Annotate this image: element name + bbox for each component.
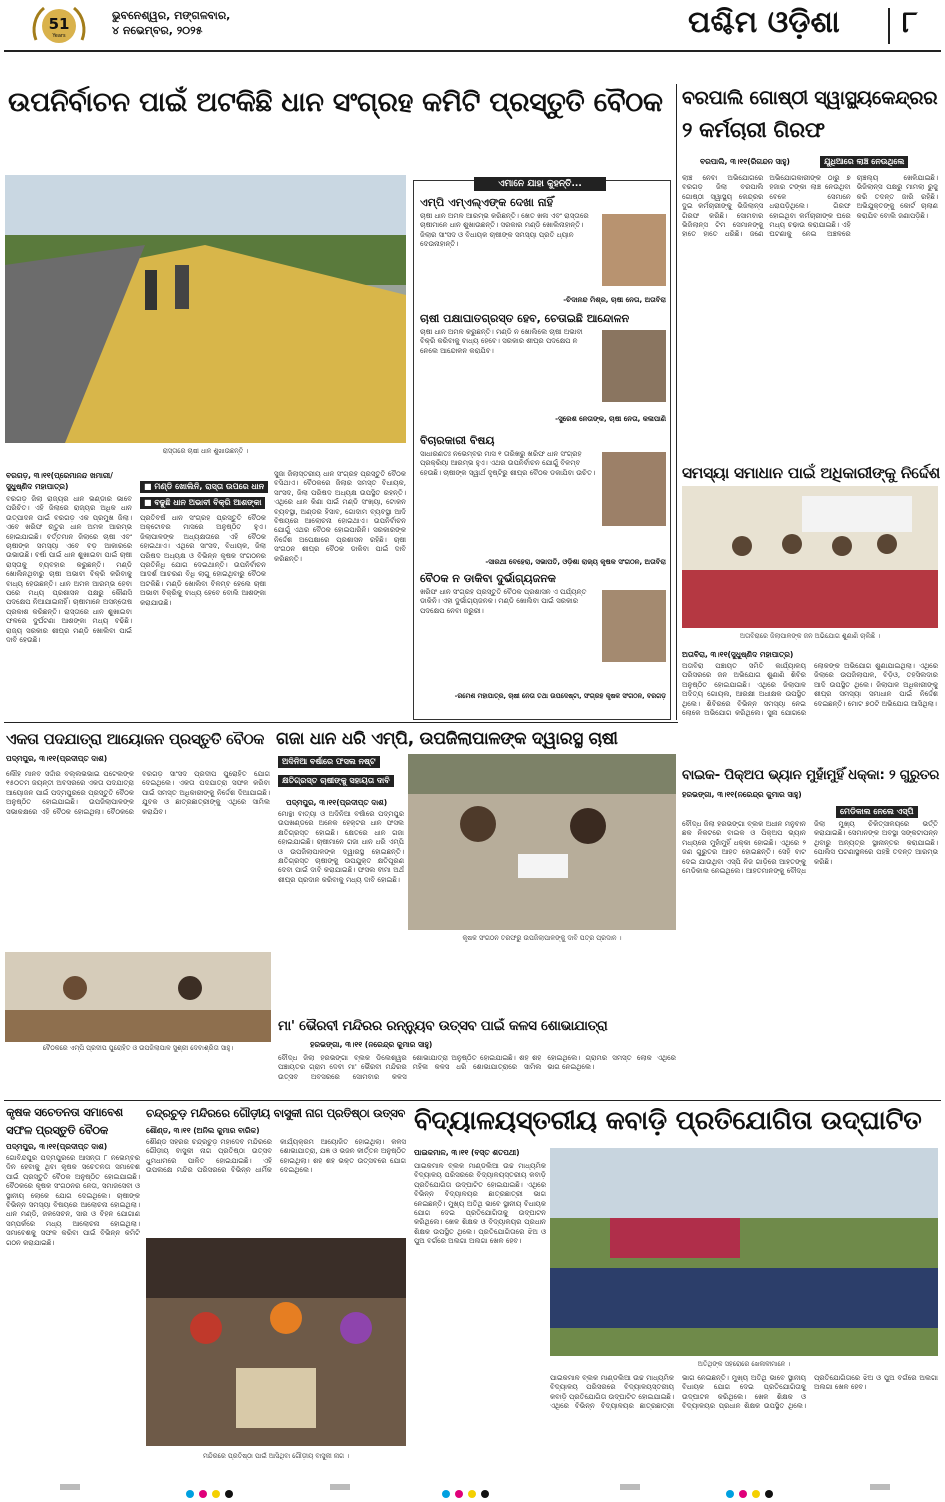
story6-kicker-2: କ୍ଷତିଗ୍ରସ୍ତ ଚାଷୀଙ୍କୁ ସହାୟତା ଦାବି [278,775,394,787]
voice-4-heading: ବୈଠକ ନ ଡାକିବା ଦୁର୍ଭାଗ୍ୟଜନକ [420,572,556,585]
story9-headline: ଚନ୍ଦ୍ରଚୁଡ଼ ମନ୍ଦିରରେ ଗୌଡ଼ୀୟ ବାସୁକୀ ନାଗ ପ୍ରତିଷ୍ଠା ଉତ୍ସବ [146,1106,406,1120]
voice-4-name: -ରମେଶ ମହାପାତ୍ର, ଚାଷୀ ନେତା ତଥା ଉପଦେଷ୍ଟା, ସଂଗ୍ରହ କୃଷକ ସଂଗଠନ, ବରଗଡ଼ [454,692,666,700]
voice-1-quote: ଚାଷୀ ଧାନ ଅମଳ ଆରମ୍ଭ କରିଛନ୍ତି। ଖେତ ଖଳା ଏବଂ ରାସ୍ତାରେ ଚାଷୀମାନେ ଧାନ ଶୁଖାଉଛନ୍ତି। ସରକାର ମଣ୍ଡି ଖୋଲିନାହାନ୍ତି। ଜିଲାର ସାଂସଦ ଓ ବିଧାୟକ ଚାଷୀଙ୍କ ସମସ୍ୟା ପ୍ରତି ଧ୍ୟାନ ଦେଉନାହାନ୍ତି। [420,212,589,249]
story8-headline-2: ସଫଳ ପ୍ରସ୍ତୁତି ବୈଠକ [6,1123,108,1137]
mid-rule [4,722,678,723]
voice-2-portrait [602,330,666,402]
voice-3-portrait [602,452,666,526]
story2-kicker: ଯୁଧିଆରେ ଲାଞ୍ଚ ନେଉଥିଲେ [820,156,908,168]
story1-kicker-1: ■ ମଣ୍ଡି ଖୋଲିନି, ରାସ୍ତା ଉପରେ ଧାନ [140,481,268,493]
story10-body-continued [550,1374,938,1472]
masthead-rule [4,50,941,52]
story4-headline: ବାଇକ- ପିକ୍‌ଅପ ଭ୍ୟାନ ମୁହାଁମୁହିଁ ଧକ୍କା: ୨ ଗୁରୁତର [682,767,940,783]
story1-headline: ଉପନିର୍ବାଚନ ପାଇଁ ଅଟକିଛି ଧାନ ସଂଗ୍ରହ କମିଟି ପ୍ରସ୍ତୁତି ବୈଠକ [8,87,663,118]
reg-mark-right [620,1484,640,1490]
story8-body: ଗୋବିନ୍ଦପୁର ପଦ୍ମପୁରରେ ଆସନ୍ତା ୮ ନଭେମ୍ବର ଦିନ ହେବାକୁ ଥିବା କୃଷକ ସଚେତନତା ସମାବେଶ ପାଇଁ ପ୍ରସ୍ତୁତି ବୈଠକ ଅନୁଷ୍ଠିତ ହୋଇଯାଇଛି। ବୈଠକରେ କୃଷକ ସଂଗଠନର ନେତା, ସମାଜସେବୀ ଓ ସ୍ଥାନୀୟ ଲୋକେ ଯୋଗ ଦେଇଥିଲେ। ଚାଷୀଙ୍କ ବିଭିନ୍ନ ସମସ୍ୟା ବିଷୟରେ ଆଲୋଚନା ହୋଇଥିଲା। ଧାନ ମଣ୍ଡି, ଜଳସେଚନ, ସାର ଓ ବିହନ ଯୋଗାଣ ସମ୍ପର୍କରେ ମଧ୍ୟ ଆଲୋଚନା ହୋଇଥିଲା। ସମାବେଶକୁ ସଫଳ କରିବା ପାଇଁ ବିଭିନ୍ନ କମିଟି ଗଠନ କରାଯାଇଛି। [6,1154,140,1247]
story5-byline: ପଦ୍ମପୁର, ୩।୧୧(ପ୍ରଦୀପ୍ତ ଦାଶ) [6,754,108,763]
story9-photo-caption: ମନ୍ଦିରରେ ପ୍ରତିଷ୍ଠା ପାଇଁ ଆସିଥିବା ଗୌଡ଼ୀୟ ବାସୁକୀ ନାଗ । [202,1452,350,1460]
story10-byline: ପାଇକମାଳ, ୩।୧୧ (ବସ୍ତ ଶତପଥୀ) [414,1148,520,1157]
story5-photo-caption: ବୈଠକରେ ଏମ୍ପି ପ୍ରଦୀପ ପୁରୋହିତ ଓ ଉପଜିଲାପାଳ ସୁଶ୍ରୀ ଦେବାଶ୍ରିତା ସାହୁ। [42,1044,234,1052]
story2-headline-2: ୨ କର୍ମଚାରୀ ଗିରଫ [682,118,825,142]
voices-banner: ଏମାନେ ଯାହା କୁହନ୍ତି... [474,177,606,191]
story1-body-2: ପ୍ରତିବର୍ଷ ଧାନ ସଂଗ୍ରହ ପ୍ରସ୍ତୁତି ବୈଠକ ଅକ୍ଟୋବର ମାସରେ ଅନୁଷ୍ଠିତ ହୁଏ। ଜିଲାପାଳଙ୍କ ଅଧ୍ୟକ୍ଷତାରେ ଏହି ବୈଠକ ହୋଇଥାଏ। ଏଥିରେ ସାଂସଦ, ବିଧାୟକ, ଜିଲା ପରିଷଦ ଅଧ୍ୟକ୍ଷ ଓ ବିଭିନ୍ନ କୃଷକ ସଂଗଠନର ପ୍ରତିନିଧି ଯୋଗ ଦେଇଥାନ୍ତି। ଉପନିର୍ବାଚନ ଆଦର୍ଶ ଆଚରଣ ବିଧି ଲାଗୁ ହୋଇଥିବାରୁ ବୈଠକ ଅଟକିଛି। ମଣ୍ଡି ଖୋଲିବା ବିଳମ୍ବ ହେଲେ ଚାଷୀ ଅଭାବୀ ବିକ୍ରିକୁ ବାଧ୍ୟ ହେବେ ବୋଲି ଆଶଙ୍କା କରାଯାଉଛି। [140,514,266,607]
anniversary-word: Years [52,33,66,39]
voice-2-name: -ସୁରେଶ ନେତାଙ୍କ, ଚାଷୀ ନେତା, କଳାପାଣି [555,415,666,423]
color-dots-3 [726,1483,773,1502]
story3-byline: ଅତାବିରା, ୩।୧୧(ସୁଧୁଷ୍ଣିଦ ମହାପାତ୍ର) [682,650,794,659]
voice-1-heading: ଏମ୍ପି ଏମ୍‌ଏଲ୍‌ଏଙ୍କ ଦେଖା ନାହିଁ [420,196,553,209]
story7-headline: ମା' ଭୈରବୀ ମନ୍ଦିରର ରନ୍ନ୍ୟୁବ ଉତ୍ସବ ପାଇଁ କଳସ ଶୋଭାଯାତ୍ରା [278,1018,608,1034]
story7-byline: ହରଭଙ୍ଗା, ୩।୧୧ (ନରେନ୍ଦ୍ର କୁମାର ସାହୁ) [310,1040,433,1049]
story4-byline: ହରଭଙ୍ଗା, ୩।୧୧(ନରେନ୍ଦ୍ର କୁମାର ସାହୁ) [682,790,802,799]
color-dots-1 [186,1483,233,1502]
reg-mark-far-right [870,1484,890,1490]
lower-rule [4,1100,941,1101]
voice-1-name: -ଚିଦାନନ୍ଦ ମିଶ୍ର, ଚାଷୀ ନେତା, ଅତାବିରା [563,296,666,304]
farmers-petition-image [408,754,676,930]
kabaddi-team-image [550,1148,938,1356]
story3-headline: ସମସ୍ୟା ସମାଧାନ ପାଇଁ ଅଧିକାରୀଙ୍କୁ ନିର୍ଦ୍ଦେଶ [682,464,940,482]
story2-headline-1: ବରପାଲି ଗୋଷ୍ଠୀ ସ୍ୱାସ୍ଥ୍ୟକେନ୍ଦ୍ରର [682,87,938,109]
temple-ceremony-image [146,1238,406,1446]
story5-body: ଲୌହ ମାନବ ସର୍ଦ୍ଦାର ବଲ୍ଲଭଭାଇ ପଟେଲଙ୍କ ୧୫୦ତମ ଜୟନ୍ତୀ ଅବସରରେ ଏକତା ପଦଯାତ୍ରା ଆୟୋଜନ ପାଇଁ ପଦ୍ମପୁରରେ ପ୍ରସ୍ତୁତି ବୈଠକ ଅନୁଷ୍ଠିତ ହୋଇଯାଇଛି। ଉପଜିଲାପାଳଙ୍କ ସଭାକକ୍ଷରେ ଏହି ବୈଠକ ହୋଇଥିଲା। ବୈଠକରେ ବରଗଡ଼ ସାଂସଦ ପ୍ରଦୀପ ପୁରୋହିତ ଯୋଗ ଦେଇଥିଲେ। ଏକତା ପଦଯାତ୍ରା ସଫଳ କରିବା ପାଇଁ ସମସ୍ତ ଅଧିକାରୀଙ୍କୁ ନିର୍ଦ୍ଦେଶ ଦିଆଯାଇଛି। ଯୁବକ ଓ ଛାତ୍ରଛାତ୍ରୀଙ୍କୁ ଏଥିରେ ସାମିଲ କରାଯିବ। [6,770,270,816]
story10-photo-caption: ଅତିଥିଙ୍କ ସହରୋରେ ଖେଳାଳୀମାନେ । [697,1360,791,1368]
story9-byline: ଶୌଣ୍ଡ, ୩।୧୧ (ଅନିଲ କୁମାର ବାରିକ) [146,1126,260,1135]
story3-body: ଅତାବିରା ପଞ୍ଚାୟତ ସମିତି କାର୍ଯ୍ୟାଳୟ ପରିସରରେ ଜନ ଅଭିଯୋଗ ଶୁଣାଣି ଶିବିର ଅନୁଷ୍ଠିତ ହୋଇଯାଇଛି। ଏଥିରେ ଜିଲାପାଳ ଅଦିତ୍ୟ ଗୋୟଲ, ଆରକ୍ଷୀ ଅଧୀକ୍ଷକ ଉପସ୍ଥିତ ଥିଲେ। ଶିବିରରେ ବିଭିନ୍ନ ସମସ୍ୟା ନେଇ ଲୋକେ ଅଭିଯୋଗ କରିଥିଲେ। ସୁନା ଯୋଗରେ ଲୋକଙ୍କ ଅଭିଯୋଗ ଶୁଣାଯାଇଥିଲା। ଏଥିରେ ଜିଲାରେ ଉପଜିଲାପାଳ, ବିଡ଼ିଓ, ତହସିଲଦାର ଆଦି ଉପସ୍ଥିତ ଥିଲେ। ଜିଲାପାଳ ଅଧିକାରୀଙ୍କୁ ଶୀଘ୍ର ସମସ୍ୟା ସମାଧାନ ପାଇଁ ନିର୍ଦ୍ଦେଶ ଦେଇଛନ୍ତି। ମୋଟ ୭୦ଟି ଅଭିଯୋଗ ଆସିଥିଲା। [682,662,938,718]
story9-body: ଶୌଣ୍ଡ ସହରର ଚନ୍ଦ୍ରଚୁଡ଼ ମହାଦେବ ମନ୍ଦିରରେ ଗୌଡ଼ୀୟ ବାସୁକୀ ନାଗ ପ୍ରତିଷ୍ଠା ଉତ୍ସବ ଧୁମଧାମରେ ପାଳିତ ହୋଇଯାଇଛି। ଏହି ଉପଲକ୍ଷେ ମନ୍ଦିର ପରିସରରେ ବିଭିନ୍ନ ଧାର୍ମିକ କାର୍ଯ୍ୟକ୍ରମ ଆୟୋଜିତ ହୋଇଥିଲା। କଳସ ଶୋଭାଯାତ୍ରା, ଯଜ୍ଞ ଓ ଭଜନ କୀର୍ତ୍ତନ ଅନୁଷ୍ଠିତ ହୋଇଥିଲା। ଶହ ଶହ ଭକ୍ତ ଉତ୍ସବରେ ଯୋଗ ଦେଇଥିଲେ। [146,1138,406,1175]
story6-kicker-1: ଅଦିନିଆ ବର୍ଷାରେ ଫସଲ ନଷ୍ଟ [278,756,380,768]
dateline-place: ଭୁବନେଶ୍ୱର, ମଙ୍ଗଳବାର, [112,9,231,22]
footer-registration-marks [0,1480,945,1494]
story1-body-3: ସୁଜା ଜିଲାସ୍ତରୀୟ ଧାନ ସଂଗ୍ରହ ପ୍ରସ୍ତୁତି ବୈଠକ ବସିଥାଏ। ବୈଠକରେ ଜିଲାର ସମସ୍ତ ବିଧାୟକ, ସାଂସଦ, ଜିଲା ପରିଷଦ ଅଧ୍ୟକ୍ଷ ଉପସ୍ଥିତ ରହନ୍ତି। ଏଥିରେ ଧାନ କିଣା ପାଇଁ ମଣ୍ଡି ସଂଖ୍ୟା, ଟୋକନ ବ୍ୟବସ୍ଥା, ଅଣ୍ଡର ହିସାବ, ଗୋଦାମ ବ୍ୟବସ୍ଥା ଆଦି ବିଷୟରେ ଆଲୋଚନା ହୋଇଥାଏ। ଉପନିର୍ବାଚନ ଯୋଗୁଁ ଏଥର ବୈଠକ ହୋଇପାରିନି। ସରକାରଙ୍କ ନିର୍ଦ୍ଦେଶ ଅପେକ୍ଷାରେ ପ୍ରଶାସନ ରହିଛି। ଚାଷୀ ସଂଗଠନ ଶୀଘ୍ର ବୈଠକ ଡାକିବା ପାଇଁ ଦାବି କରିଛନ୍ତି। [274,470,406,563]
right-column-divider [676,84,677,720]
story5-headline: ଏକତା ପଦଯାତ୍ରା ଆୟୋଜନ ପ୍ରସ୍ତୁତି ବୈଠକ [6,730,265,748]
voice-1-portrait [602,214,666,286]
rice-drying-road-image [5,175,406,443]
story1-photo-caption: ରାସ୍ତାରେ ଚାଷୀ ଧାନ ଶୁଖାଉଛନ୍ତି । [162,447,249,455]
story1-byline: ବରଗଡ଼, ୩।୧୧(ପ୍ରେମାନନ୍ଦ ଖମାରୀ/ ସୁଧୁଷ୍ଣିଦ ମହାପାତ୍ର) [6,471,113,491]
dateline-date: ୪ ନଭେମ୍ବର, ୨୦୨୫ [112,24,203,37]
voice-2-quote: ଚାଷୀ ଧାନ ଅମଳ କରୁଛନ୍ତି। ମଣ୍ଡି ନ ଖୋଲିଲେ ଚାଷୀ ଅଭାବୀ ବିକ୍ରି କରିବାକୁ ବାଧ୍ୟ ହେବେ। ସରକାର ଶୀଘ୍ର ପଦକ୍ଷେପ ନ ନେଲେ ଆନ୍ଦୋଳନ କରାଯିବ। [420,328,583,355]
voice-4-quote: ଖରିଫ ଧାନ ସଂଗ୍ରହ ପ୍ରସ୍ତୁତି ବୈଠକ ପ୍ରଶାସନ ଏ ପର୍ଯ୍ୟନ୍ତ ଡାକିନି। ଏହା ଦୁର୍ଭାଗ୍ୟଜନକ। ମଣ୍ଡି ଖୋଲିବା ପାଇଁ ସରକାର ପଦକ୍ଷେପ ନେବା ଜରୁରୀ। [420,588,587,615]
story10-body-continued-text: ପାଇକମାଳ ବ୍ଲକ ମାଣ୍ଡଲିଆ ଉଚ୍ଚ ମାଧ୍ୟମିକ ବିଦ୍ୟାଳୟ ପରିସରରେ ବିଦ୍ୟାଳୟସ୍ତରୀୟ କବାଡ଼ି ପ୍ରତିଯୋଗିତା ଉଦ୍‌ଘାଟିତ ହୋଇଯାଇଛି। ଏଥିରେ ବିଭିନ୍ନ ବିଦ୍ୟାଳୟର ଛାତ୍ରଛାତ୍ରୀ ଭାଗ ନେଇଛନ୍ତି। ମୁଖ୍ୟ ଅତିଥି ଭାବେ ସ୍ଥାନୀୟ ବିଧାୟକ ଯୋଗ ଦେଇ ପ୍ରତିଯୋଗିତାକୁ ଉଦ୍‌ଘାଟନ କରିଥିଲେ। ଖେଳ ଶିକ୍ଷକ ଓ ବିଦ୍ୟାଳୟର ପ୍ରଧାନ ଶିକ୍ଷକ ଉପସ୍ଥିତ ଥିଲେ। ପ୍ରତିଯୋଗିତାରେ ଝିଅ ଓ ପୁଅ ବର୍ଗରେ ଅଲଗା ଅଲଗା ଖେଳ ହେବ। [550,1374,938,1411]
anniversary-logo [30,4,88,48]
masthead-divider [888,8,890,44]
story1-photo [5,175,406,443]
reg-mark-mid [330,1484,350,1490]
story1-body-1: ବରଗଡ଼ ଜିଲା ରାଜ୍ୟର ଧାନ ଭଣ୍ଡାର ଭାବେ ପରିଚିତ। ଏହି ଜିଲାରେ ରାଜ୍ୟର ଅଧିକ ଧାନ ଉତ୍ପାଦନ ପାଇଁ ବରଗଡ଼ ଏକ ପ୍ରମୁଖ ଜିଲା। ଏବେ ଖରିଫ ଋତୁର ଧାନ ଅମଳ ଆରମ୍ଭ ହୋଇଯାଇଛି। ବର୍ତ୍ତମାନ ଜିଲାରେ ଚାଷୀ ଏବଂ ଚାଷୀଙ୍କ ସମସ୍ୟା ଏବେ ବଡ଼ ଆକାରରେ ଉଭାଉଛି। ବର୍ଷା ପାଇଁ ଧାନ ଶୁଖାଇବା ପାଇଁ ଚାଷୀ ରାସ୍ତାକୁ ବ୍ୟବହାର କରୁଛନ୍ତି। ମଣ୍ଡି ଖୋଲିନଥିବାରୁ ଚାଷୀ ଅଭାବୀ ବିକ୍ରି କରିବାକୁ ବାଧ୍ୟ ହେଉଛନ୍ତି। ଧାନ ଅମଳ ଆରମ୍ଭ ହେବା ପରେ ମଧ୍ୟ ପ୍ରଶାସନ ପକ୍ଷରୁ କୌଣସି ପଦକ୍ଷେପ ନିଆଯାଇନାହିଁ। ଚାଷୀମାନେ ଅସନ୍ତୋଷ ପ୍ରକାଶ କରିଛନ୍ତି। ରାସ୍ତାରେ ଧାନ ଶୁଖାଇବା ଫଳରେ ଦୁର୍ଘଟଣା ଆଶଙ୍କା ମଧ୍ୟ ବଢିଛି। ରାଜ୍ୟ ସରକାର ଶୀଘ୍ର ମଣ୍ଡି ଖୋଲିବା ପାଇଁ ଦାବି ହେଉଛି। [6,495,132,645]
story5-photo [5,952,271,1042]
story3-photo [682,486,938,628]
story4-kicker: ମେଡିକାଲ ନେଲେ ଏସ୍‌ପି [836,806,918,818]
grievance-hearing-image [682,486,938,628]
story6-photo [408,754,676,930]
voice-2-heading: ଚାଷୀ ପକ୍ଷାଘାତଗ୍ରସ୍ତ ହେବ, ଚେତାଇଛି ଆନ୍ଦୋଳନ [420,312,630,325]
story8-byline: ପଦ୍ମପୁର, ୩।୧୧(ପ୍ରଦୀପ୍ତ ଦାଶ) [6,1142,108,1151]
story3-photo-caption: ଅତାବିରାରେ ଜିଲାପାଳଙ୍କ ଜନ ଅଭିଯୋଗ ଶୁଣାଣି ଚାଲିଛି । [739,632,881,640]
anniversary-number: 51 [48,15,70,33]
color-dots-2 [442,1483,489,1502]
story6-headline: ଗଜା ଧାନ ଧରି ଏମ୍ପି, ଉପଜିଲାପାଳଙ୍କ ଦ୍ୱାରସ୍ଥ ଚାଷୀ [276,729,618,749]
story8-headline-1: କୃଷକ ସଚେତନତା ସମାବେଶ [6,1105,123,1119]
voice-3-quote: ସାଧାରଣତଃ ନଭେମ୍ବର ମାସ ୧ ତାରିଖରୁ ଖରିଫ ଧାନ ସଂଗ୍ରହ ପ୍ରକ୍ରିୟା ଆରମ୍ଭ ହୁଏ। ଏଥର ଉପନିର୍ବାଚନ ଯୋଗୁଁ ବିଳମ୍ବ ହେଉଛି। ଚାଷୀଙ୍କ ସ୍ୱାର୍ଥ ଦୃଷ୍ଟିରୁ ଶୀଘ୍ର ବୈଠକ ଡକାଯିବା ଉଚିତ। [420,450,596,477]
story10-photo [550,1148,938,1356]
story4-body: ବୌଦ୍ଧ ଜିଲା ହରଭଙ୍ଗା ବ୍ଲକ ଅଧୀନ ମନୁବାନ ଛକ ନିକଟରେ ବାଇକ ଓ ପିକ୍‌ଅପ ଭ୍ୟାନ ମଧ୍ୟରେ ମୁହାଁମୁହିଁ ଧକ୍କା ହୋଇଛି। ଏଥିରେ ୨ ଜଣ ଗୁରୁତର ଆହତ ହୋଇଛନ୍ତି। ସେହି ବାଟ ଦେଇ ଯାଉଥିବା ଏସ୍‌ପି ନିଜ ଗାଡ଼ିରେ ଆହତଙ୍କୁ ମେଡିକାଲ ନେଇଥିଲେ। ଆହତମାନଙ୍କୁ ବୌଦ୍ଧ ଜିଲା ମୁଖ୍ୟ ଚିକିତ୍ସାଳୟରେ ଭର୍ତ୍ତି କରାଯାଇଛି। ସେମାନଙ୍କ ଅବସ୍ଥା ସଙ୍କଟାପନ୍ନ ଥିବାରୁ ଅନ୍ୟତ୍ର ସ୍ଥାନାନ୍ତର କରାଯାଇଛି। ପୋଲିସ ଘଟଣାସ୍ଥଳରେ ପହଞ୍ଚି ତଦନ୍ତ ଆରମ୍ଭ କରିଛି। [682,820,938,876]
story6-body: ମୋନ୍ଥା ବାତ୍ୟା ଓ ଅଦିନିଆ ବର୍ଷାରେ ପଦ୍ମପୁର ଉପଖଣ୍ଡରେ ଅନେକ ହେକ୍ଟର ଧାନ ଫସଲ କ୍ଷତିଗ୍ରସ୍ତ ହୋଇଛି। କ୍ଷେତରେ ଧାନ ଗଜା ହୋଇଯାଇଛି। ଚାଷୀମାନେ ଗଜା ଧାନ ଧରି ଏମ୍ପି ଓ ଉପଜିଲାପାଳଙ୍କ ଦ୍ୱାରସ୍ଥ ହୋଇଛନ୍ତି। କ୍ଷତିଗ୍ରସ୍ତ ଚାଷୀଙ୍କୁ ଉପଯୁକ୍ତ କ୍ଷତିପୂରଣ ଦେବା ପାଇଁ ଦାବି କରାଯାଇଛି। ଫସଲ ବୀମା ଅର୍ଥ ଶୀଘ୍ର ପ୍ରଦାନ କରିବାକୁ ମଧ୍ୟ ଦାବି ହୋଇଛି। [278,810,404,884]
story1-kicker-2: ■ ବଢୁଛି ଧାନ ଅଭାବୀ ବିକ୍ରି ଆଶଙ୍କା [140,497,265,509]
story9-photo [146,1238,406,1446]
voice-4-portrait [602,590,666,662]
story10-body: ପାଇକମାଳ ବ୍ଲକ ମାଣ୍ଡଲିଆ ଉଚ୍ଚ ମାଧ୍ୟମିକ ବିଦ୍ୟାଳୟ ପରିସରରେ ବିଦ୍ୟାଳୟସ୍ତରୀୟ କବାଡ଼ି ପ୍ରତିଯୋଗିତା ଉଦ୍‌ଘାଟିତ ହୋଇଯାଇଛି। ଏଥିରେ ବିଭିନ୍ନ ବିଦ୍ୟାଳୟର ଛାତ୍ରଛାତ୍ରୀ ଭାଗ ନେଇଛନ୍ତି। ମୁଖ୍ୟ ଅତିଥି ଭାବେ ସ୍ଥାନୀୟ ବିଧାୟକ ଯୋଗ ଦେଇ ପ୍ରତିଯୋଗିତାକୁ ଉଦ୍‌ଘାଟନ କରିଥିଲେ। ଖେଳ ଶିକ୍ଷକ ଓ ବିଦ୍ୟାଳୟର ପ୍ରଧାନ ଶିକ୍ଷକ ଉପସ୍ଥିତ ଥିଲେ। ପ୍ରତିଯୋଗିତାରେ ଝିଅ ଓ ପୁଅ ବର୍ଗରେ ଅଲଗା ଅଲଗା ଖେଳ ହେବ। [414,1162,546,1246]
section-title: ପଶ୍ଚିମ ଓଡ଼ିଶା [688,5,840,40]
story6-byline: ପଦ୍ମପୁର, ୩।୧୧(ପ୍ରଦୀପ୍ତ ଦାଶ) [286,798,388,807]
meeting-image [5,952,271,1042]
story7-body: ବୌଦ୍ଧ ଜିଲା ହରଭଙ୍ଗା ବ୍ଲକ ଡିଲେଶ୍ୱର ପଞ୍ଚାୟତର ଗ୍ରାମ ଦେବୀ ମା' ଭୈରବୀ ମନ୍ଦିରର ଉତ୍ସବ ଅବସରରେ ସୋମବାର କଳସ ଶୋଭାଯାତ୍ରା ଅନୁଷ୍ଠିତ ହୋଇଯାଇଛି। ଶହ ଶହ ମହିଳା କଳସ ଧରି ଶୋଭାଯାତ୍ରାରେ ସାମିଲ ହୋଇଥିଲେ। ଗ୍ରାମର ସମସ୍ତ ଲୋକ ଏଥିରେ ଭାଗ ନେଇଥିଲେ। [278,1054,676,1081]
dateline [112,8,230,38]
story6-photo-caption: କୃଷକ ସଂଗଠନ ତରଫରୁ ଉପଜିଲାପାଳଙ୍କୁ ଦାବି ପତ୍ର ପ୍ରଦାନ । [462,934,622,942]
voice-3-name: -ସାରଥୀ ବେହେରା, ସଭାପତି, ଓଡ଼ିଶା ରାଜ୍ୟ କୃଷକ ସଂଗଠନ, ଅତାବିରା [485,558,666,566]
page-number: ୮ [902,5,918,40]
reg-mark-left [60,1484,80,1490]
voice-3-heading: ବିଚାରକାରୀ ବିଷୟ [420,434,495,447]
story2-body: ଲାଞ୍ଚ ନେବା ଅଭିଯୋଗରେ ବରଗଡ଼ ଜିଲା ବରପାଲି ଗୋଷ୍ଠୀ ସ୍ୱାସ୍ଥ୍ୟ କେନ୍ଦ୍ରର ଦୁଇ କର୍ମଚାରୀଙ୍କୁ ଭିଜିଲାନ୍ସ ଗିରଫ କରିଛି। ସୋମବାର ଭିଜିଲାନ୍ସ ଟିମ ସେମାନଙ୍କୁ ହାତେ ହାତେ ଧରିଛି। ଜଣେ ଅଭିଯୋଗକାରୀଙ୍କ ଠାରୁ ୭ ହଜାର ଟଙ୍କା ଲାଞ୍ଚ ନେଉଥିବା ବେଳେ ସେମାନେ ଧରାପଡ଼ିଥିଲେ। ଗିରଫ ହୋଇଥିବା କର୍ମଚାରୀଙ୍କ ଘରେ ମଧ୍ୟ ଚଢାଉ କରାଯାଇଛି। ଏହି ଘଟଣାକୁ ନେଇ ଅଞ୍ଚଳରେ ଚାଞ୍ଚଲ୍ୟ ଖେଳିଯାଇଛି। ଭିଜିଲାନ୍ସ ପକ୍ଷରୁ ମାମଲା ରୁଜୁ କରି ତଦନ୍ତ ଜାରି ରହିଛି। ଅଭିଯୁକ୍ତଙ୍କୁ କୋର୍ଟ ଚାଲାଣ କରାଯିବ ବୋଲି ଜଣାପଡ଼ିଛି। [682,174,938,239]
story2-byline: ବରପାଲି, ୩।୧୧(ରିଗନ୍ଦନ ସାହୁ) [700,157,790,166]
story10-headline: ବିଦ୍ୟାଳୟସ୍ତରୀୟ କବାଡ଼ି ପ୍ରତିଯୋଗିତା ଉଦ୍‌ଘାଟିତ [414,1106,922,1136]
